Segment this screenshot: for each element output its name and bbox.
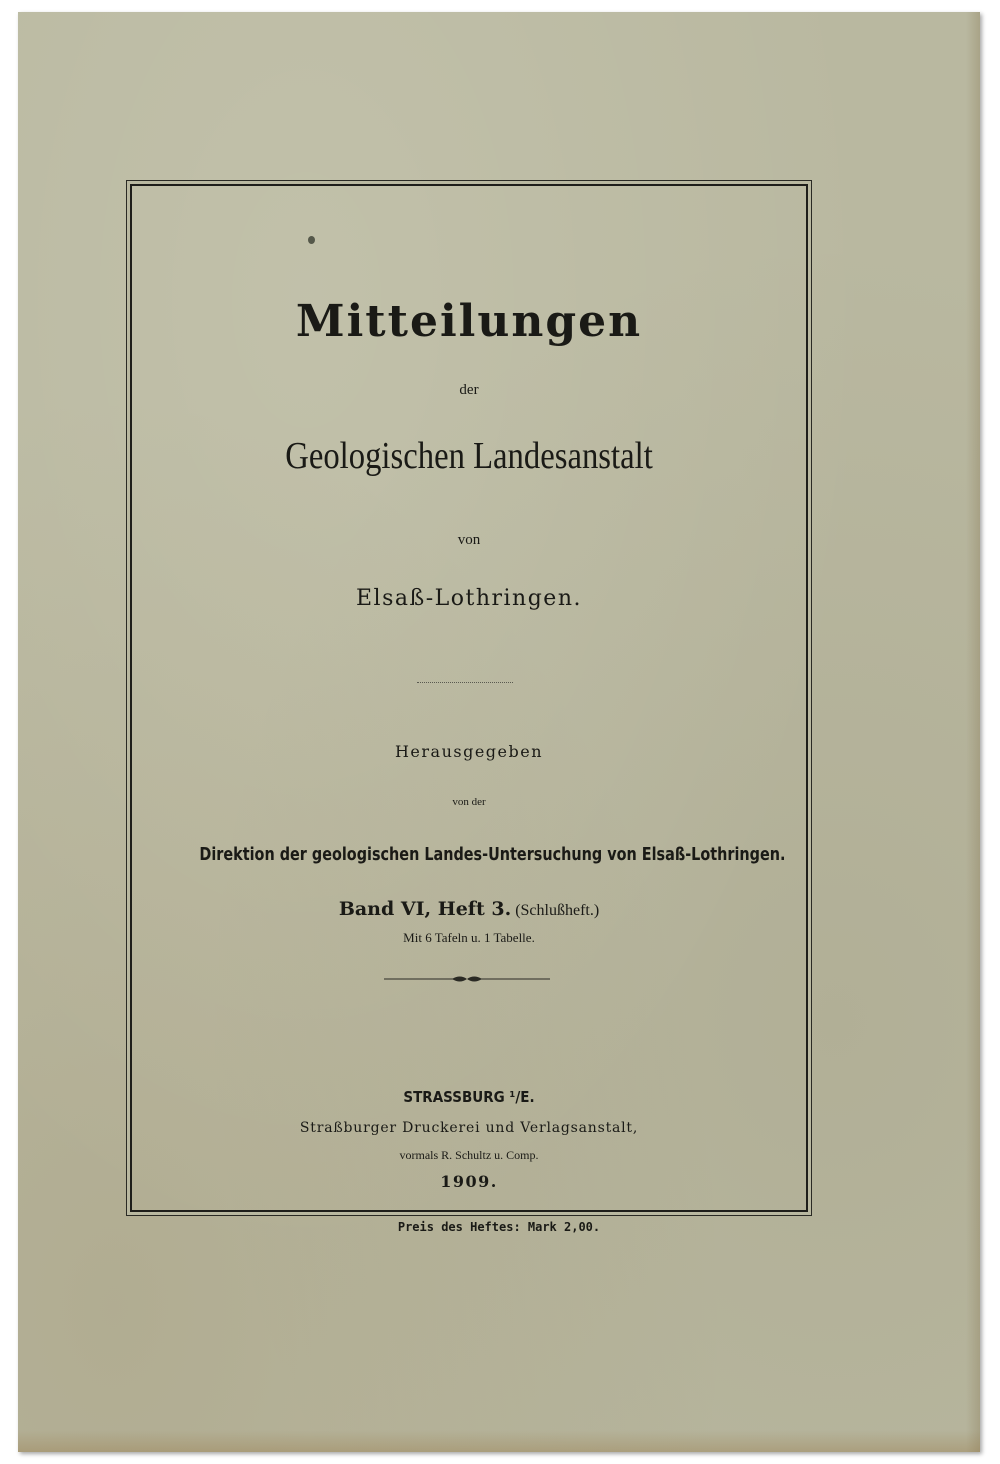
- journal-title: Mitteilungen: [295, 296, 643, 347]
- publisher-name: Straßburger Druckerei und Verlagsanstalt,: [299, 1120, 639, 1136]
- journal-cover: [18, 12, 980, 1452]
- editor-name: Direktion der geologischen Landes-Untersuchung von Elsaß-Lothringen.: [199, 844, 786, 865]
- journal-subtitle: Geologischen Landesanstalt: [285, 435, 653, 477]
- issue-price: Preis des Heftes: Mark 2,00.: [397, 1220, 601, 1234]
- publisher-former-name: vormals R. Schultz u. Comp.: [399, 1148, 539, 1162]
- final-issue-note: (Schlußheft.): [515, 902, 600, 919]
- title-connector-von: von: [457, 532, 481, 548]
- publication-year: 1909.: [440, 1172, 498, 1191]
- editor-heading: Herausgegeben: [394, 742, 544, 761]
- dotted-divider: [417, 682, 513, 683]
- editor-connector: von der: [452, 796, 486, 808]
- volume-number: Band VI, Heft 3.: [338, 898, 512, 920]
- volume-line: [132, 898, 806, 920]
- title-connector-der: der: [459, 382, 479, 398]
- paper-edge-shadow: [966, 12, 980, 1452]
- title-frame: [130, 184, 808, 1212]
- region-name: Elsaß-Lothringen.: [356, 586, 582, 611]
- ornament-divider: [382, 972, 552, 986]
- plates-note: Mit 6 Tafeln u. 1 Tabelle.: [403, 930, 535, 945]
- paper-bottom-stain: [18, 1430, 980, 1452]
- place-of-publication: STRASSBURG ¹/E.: [403, 1088, 535, 1106]
